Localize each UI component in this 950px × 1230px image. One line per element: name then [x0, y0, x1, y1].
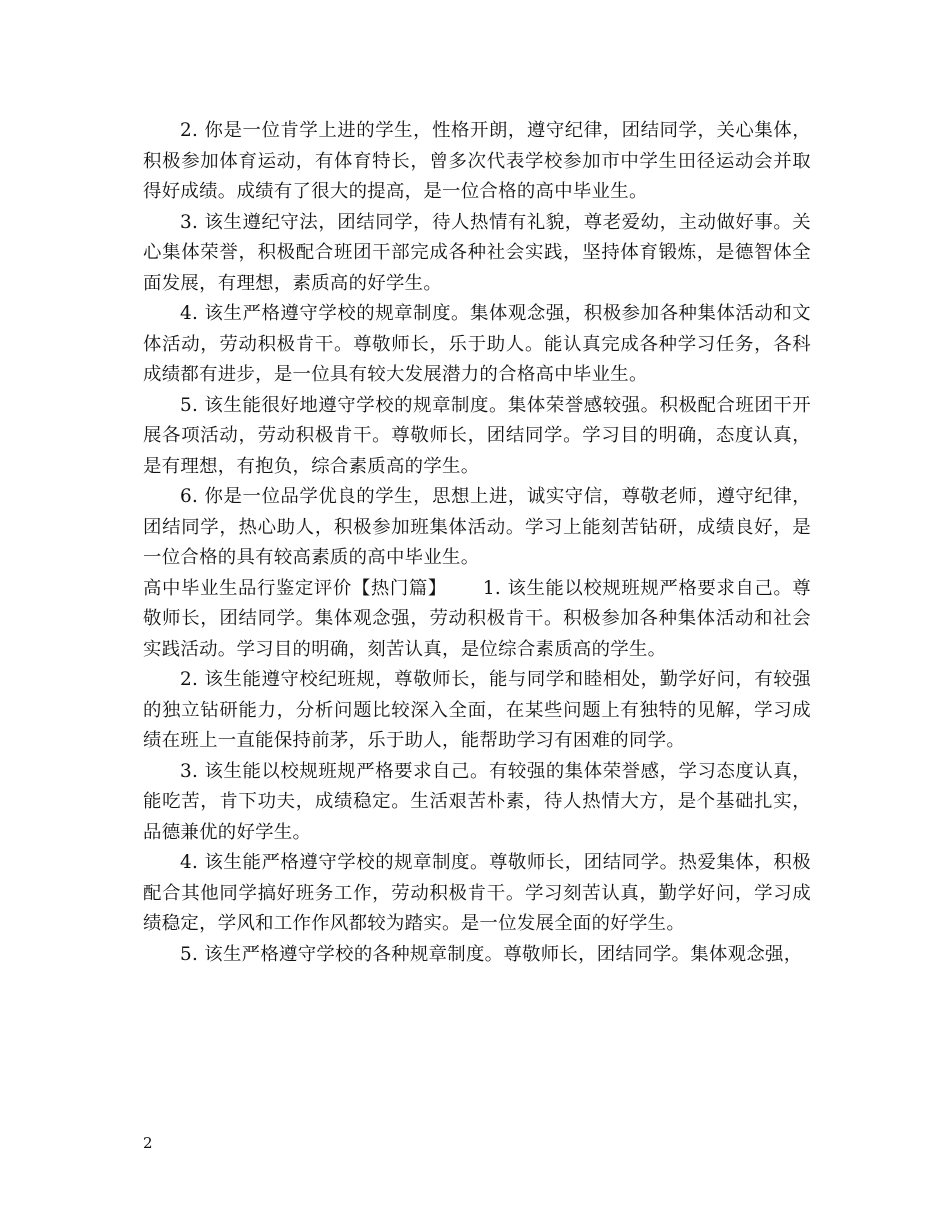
paragraph-item-4: 4. 该生严格遵守学校的规章制度。集体观念强，积极参加各种集体活动和文体活动，劳动积极肯干。尊敬师长，乐于助人。能认真完成各种学习任务，各科成绩都有进步，是一位具有较大发展潜力的合格高中毕业生。	[143, 303, 811, 385]
page-number: 2	[143, 1134, 153, 1152]
paragraph-item-6: 6. 你是一位品学优良的学生，思想上进，诚实守信，尊敬老师，遵守纪律，团结同学，热心助人，积极参加班集体活动。学习上能刻苦钻研，成绩良好，是一位合格的具有较高素质的高中毕业生。	[143, 486, 811, 568]
section-title: 高中毕业生品行鉴定评价【热门篇】	[143, 577, 447, 599]
section-item-4: 4. 该生能严格遵守学校的规章制度。尊敬师长，团结同学。热爱集体，积极配合其他同学搞好班务工作，劳动积极肯干。学习刻苦认真，勤学好问，学习成绩稳定，学风和工作作风都较为踏实。是一位发展全面的好学生。	[143, 852, 811, 934]
paragraph-item-3: 3. 该生遵纪守法，团结同学，待人热情有礼貌，尊老爱幼，主动做好事。关心集体荣誉，积极配合班团干部完成各种社会实践，坚持体育锻炼，是德智体全面发展，有理想，素质高的好学生。	[143, 211, 811, 294]
section-item-5: 5. 该生严格遵守学校的各种规章制度。尊敬师长，团结同学。集体观念强，	[180, 943, 803, 965]
section-paragraph	[143, 574, 811, 666]
document-body	[143, 116, 811, 970]
paragraph-item-5: 5. 该生能很好地遵守学校的规章制度。集体荣誉感较强。积极配合班团干开展各项活动，劳动积极肯干。尊敬师长，团结同学。学习目的明确，态度认真，是有理想，有抱负，综合素质高的学生。	[143, 394, 811, 477]
section-item-2: 2. 该生能遵守校纪班规，尊敬师长，能与同学和睦相处，勤学好问，有较强的独立钻研能力，分析问题比较深入全面，在某些问题上有独特的见解，学习成绩在班上一直能保持前茅，乐于助人，能帮助学习有困难的同学。	[143, 669, 811, 751]
paragraph-item-2: 2. 你是一位肯学上进的学生，性格开朗，遵守纪律，团结同学，关心集体，积极参加体育运动，有体育特长，曾多次代表学校参加市中学生田径运动会并取得好成绩。成绩有了很大的提高，是一位合格的高中毕业生。	[143, 120, 811, 202]
section-item-3: 3. 该生能以校规班规严格要求自己。有较强的集体荣誉感，学习态度认真，能吃苦，肯下功夫，成绩稳定。生活艰苦朴素，待人热情大方，是个基础扎实，品德兼优的好学生。	[143, 760, 811, 843]
section-item-1: 1. 该生能以校规班规严格要求自己。尊敬师长，团结同学。集体观念强，劳动积极肯干。积极参加各种集体活动和社会实践活动。学习目的明确，刻苦认真，是位综合素质高的学生。	[143, 577, 811, 660]
